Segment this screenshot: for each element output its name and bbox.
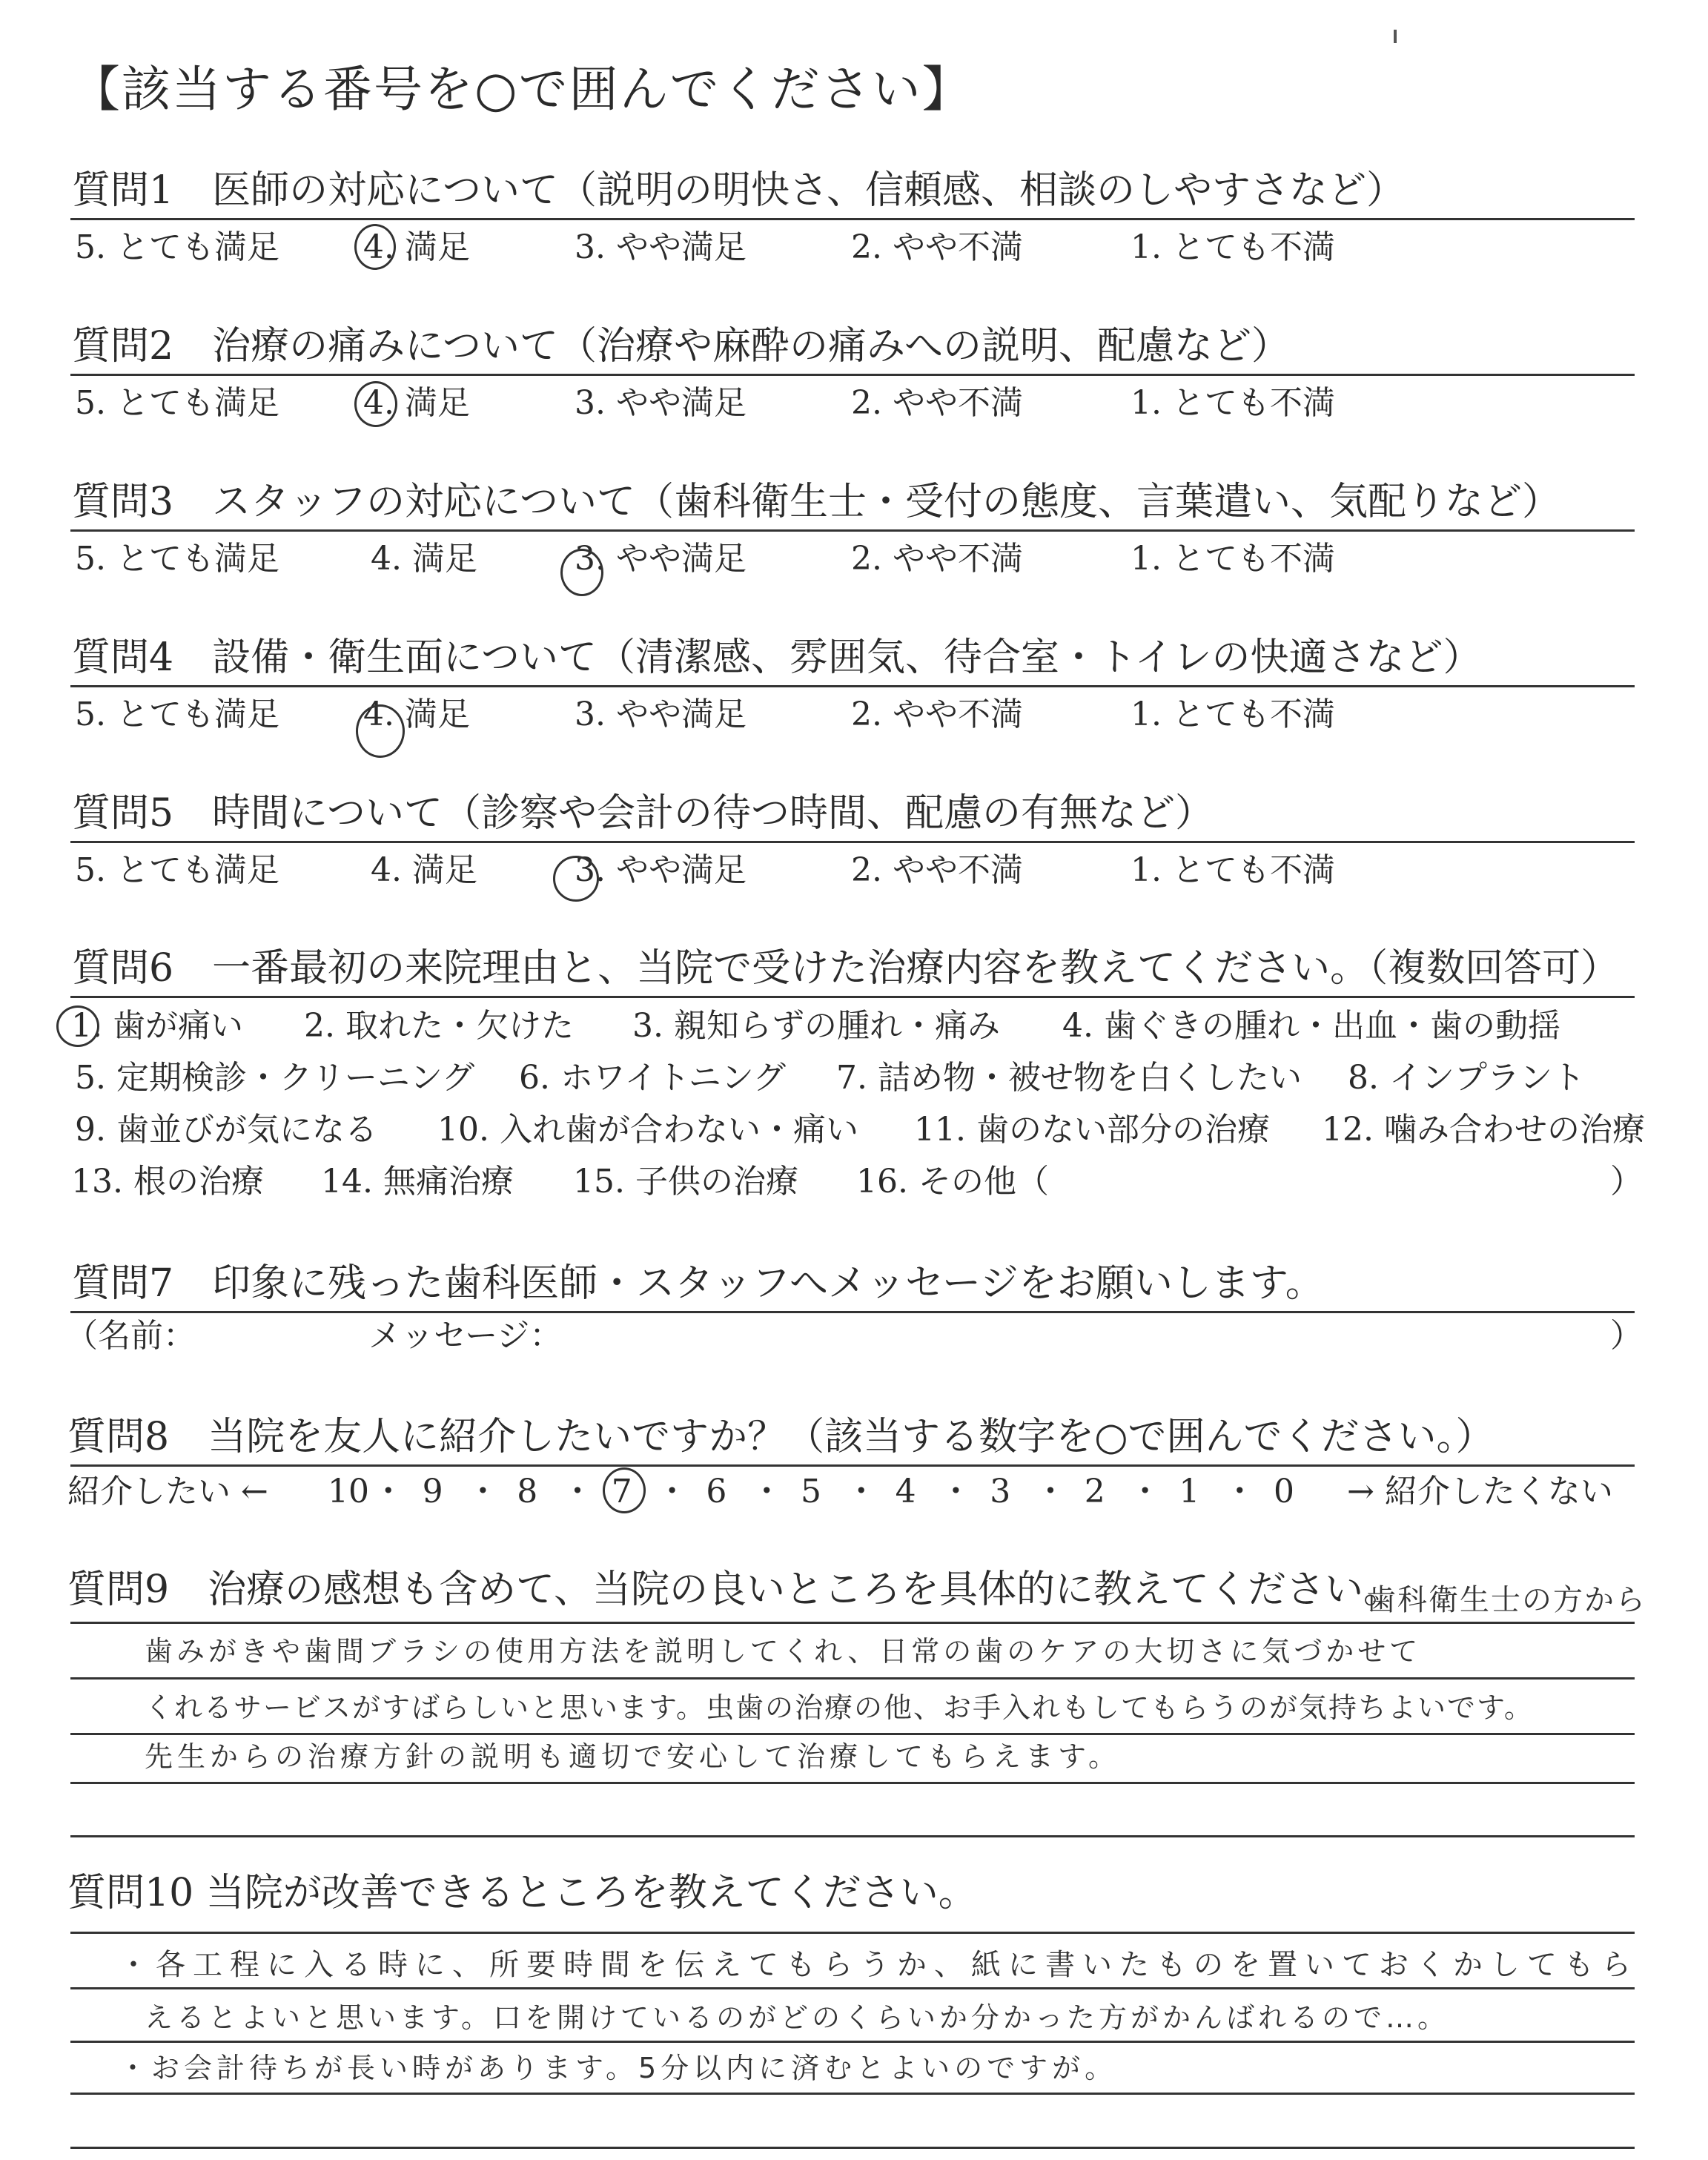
- q4-selected-circle: [356, 704, 405, 758]
- q9-rule-1: [70, 1622, 1635, 1624]
- q3-option-4[interactable]: 4. 満足: [371, 540, 477, 578]
- question-4-title: 質問4 設備・衛生面について（清潔感、雰囲気、待合室・トイレの快適さなど）: [72, 635, 1482, 680]
- q10-rule-3: [70, 2041, 1635, 2043]
- q8-left-label: 紹介したい ←: [67, 1473, 268, 1510]
- q3-selected-circle: [560, 549, 603, 596]
- q7-message-label: メッセージ：: [368, 1317, 563, 1355]
- q5-selected-circle: [553, 856, 599, 902]
- q6-option-16[interactable]: 16. その他（: [856, 1163, 1049, 1200]
- q1-option-5[interactable]: 5. とても満足: [75, 228, 279, 266]
- q8-scale-value-3[interactable]: 3: [990, 1473, 1011, 1510]
- q8-scale-value-9[interactable]: 9: [422, 1473, 443, 1510]
- q8-scale-separator: ・: [750, 1473, 784, 1510]
- q8-scale-value-8[interactable]: 8: [517, 1473, 538, 1510]
- q2-option-1[interactable]: 1. とても不満: [1131, 384, 1335, 422]
- q10-rule-1: [70, 1932, 1635, 1934]
- page-title: 【該当する番号を○で囲んでください】: [71, 61, 973, 118]
- q9-rule-3: [70, 1733, 1635, 1735]
- q6-option-15[interactable]: 15. 子供の治療: [573, 1163, 798, 1200]
- q6-option-5[interactable]: 5. 定期検診・クリーニング: [75, 1059, 475, 1097]
- q8-scale-value-2[interactable]: 2: [1084, 1473, 1105, 1510]
- question-7-title: 質問7 印象に残った歯科医師・スタッフへメッセージをお願いします。: [72, 1261, 1324, 1306]
- q8-scale-separator: ・: [655, 1473, 689, 1510]
- q10-answer-line-2: ・お会計待ちが長い時があります。5分以内に済むとよいのですが。: [119, 2052, 1118, 2084]
- q9-answer-line-3: 先生からの治療方針の説明も適切で安心して治療してもらえます。: [145, 1740, 1121, 1773]
- q6-option-7[interactable]: 7. 詰め物・被せ物を白くしたい: [836, 1059, 1302, 1097]
- q8-scale-value-10[interactable]: 10: [328, 1473, 369, 1510]
- q2-option-2[interactable]: 2. やや不満: [851, 384, 1023, 422]
- q6-option-1[interactable]: 1. 歯が痛い: [71, 1007, 243, 1045]
- q6-option-14[interactable]: 14. 無痛治療: [321, 1163, 514, 1200]
- q7-name-label: （名前：: [65, 1317, 196, 1355]
- q8-scale-value-6[interactable]: 6: [706, 1473, 727, 1510]
- question-2-rule: [70, 374, 1635, 376]
- q4-option-4[interactable]: 4. 満足: [363, 696, 470, 733]
- q9-rule-5: [70, 1835, 1635, 1837]
- q3-option-2[interactable]: 2. やや不満: [851, 540, 1023, 578]
- q5-option-5[interactable]: 5. とても満足: [75, 851, 279, 889]
- question-3-rule: [70, 529, 1635, 532]
- q2-selected-circle: [354, 381, 397, 427]
- q9-answer-line-2: くれるサービスがすばらしいと思います。虫歯の治療の他、お手入れもしてもらうのが気持ちよいです。: [145, 1691, 1534, 1724]
- q6-option-12[interactable]: 12. 噛み合わせの治療: [1322, 1111, 1645, 1149]
- q4-option-1[interactable]: 1. とても不満: [1131, 696, 1335, 733]
- q4-option-3[interactable]: 3. やや満足: [575, 696, 747, 733]
- q5-option-4[interactable]: 4. 満足: [371, 851, 477, 889]
- q5-option-3[interactable]: 3. やや満足: [575, 851, 747, 889]
- question-5-title: 質問5 時間について（診察や会計の待つ時間、配慮の有無など）: [72, 791, 1214, 836]
- question-9-title: 質問9 治療の感想も含めて、当院の良いところを具体的に教えてください。: [67, 1568, 1403, 1612]
- question-2-title: 質問2 治療の痛みについて（治療や麻酔の痛みへの説明、配慮など）: [72, 324, 1291, 369]
- q9-answer-line-1: 歯みがきや歯間ブラシの使用方法を説明してくれ、日常の歯のケアの大切さに気づかせて: [145, 1635, 1422, 1668]
- q4-option-5[interactable]: 5. とても満足: [75, 696, 279, 733]
- scan-mark: [1394, 30, 1397, 43]
- q9-rule-4: [70, 1782, 1635, 1784]
- q5-option-1[interactable]: 1. とても不満: [1131, 851, 1335, 889]
- q6-option-8[interactable]: 8. インプラント: [1348, 1059, 1585, 1097]
- q3-option-5[interactable]: 5. とても満足: [75, 540, 279, 578]
- q7-close-paren: ）: [1610, 1317, 1643, 1355]
- q10-rule-2: [70, 1987, 1635, 1989]
- q10-answer-line-0: ・各工程に入る時に、所要時間を伝えてもらうか、紙に書いたものを置いておくかしてもら: [119, 1948, 1638, 1982]
- question-8-rule: [70, 1464, 1635, 1467]
- q2-option-4[interactable]: 4. 満足: [363, 384, 470, 422]
- q6-option-11[interactable]: 11. 歯のない部分の治療: [914, 1111, 1270, 1149]
- q6-option-3[interactable]: 3. 親知らずの腫れ・痛み: [632, 1007, 1000, 1045]
- question-3-title: 質問3 スタッフの対応について（歯科衛生士・受付の態度、言葉遣い、気配りなど）: [72, 480, 1561, 524]
- q2-option-3[interactable]: 3. やや満足: [575, 384, 747, 422]
- q6-option-4[interactable]: 4. 歯ぐきの腫れ・出血・歯の動揺: [1062, 1007, 1560, 1045]
- q8-scale-separator: ・: [371, 1473, 405, 1510]
- q6-option-9[interactable]: 9. 歯並びが気になる: [75, 1111, 377, 1149]
- q8-selected-circle: [603, 1467, 646, 1513]
- question-8-title: 質問8 当院を友人に紹介したいですか？（該当する数字を○で囲んでください。）: [67, 1415, 1494, 1459]
- q1-option-3[interactable]: 3. やや満足: [575, 228, 747, 266]
- question-1-title: 質問1 医師の対応について（説明の明快さ、信頼感、相談のしやすさなど）: [72, 168, 1405, 213]
- q8-scale-value-7[interactable]: 7: [611, 1473, 632, 1510]
- q3-option-1[interactable]: 1. とても不満: [1131, 540, 1335, 578]
- q4-option-2[interactable]: 2. やや不満: [851, 696, 1023, 733]
- q1-option-2[interactable]: 2. やや不満: [851, 228, 1023, 266]
- q8-scale-separator: ・: [939, 1473, 973, 1510]
- q8-scale-separator: ・: [1034, 1473, 1067, 1510]
- q8-scale-separator: ・: [466, 1473, 500, 1510]
- question-5-rule: [70, 841, 1635, 843]
- q10-rule-4: [70, 2093, 1635, 2095]
- question-6-rule: [70, 996, 1635, 998]
- question-7-rule: [70, 1311, 1635, 1313]
- question-1-rule: [70, 218, 1635, 220]
- q6-option-6[interactable]: 6. ホワイトニング: [519, 1059, 787, 1097]
- q8-scale-separator: ・: [561, 1473, 594, 1510]
- q8-right-label: → 紹介したくない: [1347, 1473, 1613, 1510]
- q1-option-1[interactable]: 1. とても不満: [1131, 228, 1335, 266]
- question-4-rule: [70, 685, 1635, 687]
- q1-selected-circle: [354, 224, 396, 270]
- q3-option-3[interactable]: 3. やや満足: [575, 540, 747, 578]
- q8-scale-value-4[interactable]: 4: [895, 1473, 916, 1510]
- q9-rule-2: [70, 1677, 1635, 1680]
- q6-option-10[interactable]: 10. 入れ歯が合わない・痛い: [437, 1111, 858, 1149]
- q5-option-2[interactable]: 2. やや不満: [851, 851, 1023, 889]
- q6-other-close-paren: ）: [1610, 1163, 1643, 1200]
- q10-rule-5: [70, 2147, 1635, 2149]
- q8-scale-value-1[interactable]: 1: [1179, 1473, 1200, 1510]
- q6-selected-circle: [56, 1005, 99, 1047]
- q10-answer-line-1: えるとよいと思います。口を開けているのがどのくらいか分かった方がかんばれるので…。: [145, 2001, 1449, 2034]
- q6-option-2[interactable]: 2. 取れた・欠けた: [304, 1007, 574, 1045]
- q8-scale-separator: ・: [1223, 1473, 1257, 1510]
- q8-scale-separator: ・: [844, 1473, 878, 1510]
- q2-option-5[interactable]: 5. とても満足: [75, 384, 279, 422]
- q6-option-13[interactable]: 13. 根の治療: [71, 1163, 264, 1200]
- q8-scale-value-5[interactable]: 5: [801, 1473, 821, 1510]
- question-10-title: 質問10 当院が改善できるところを教えてください。: [67, 1871, 977, 1915]
- q8-scale-value-0[interactable]: 0: [1274, 1473, 1294, 1510]
- q8-scale-separator: ・: [1128, 1473, 1162, 1510]
- q9-answer-line-0: 歯科衛生士の方から: [1366, 1583, 1646, 1617]
- q1-option-4[interactable]: 4. 満足: [363, 228, 470, 266]
- question-6-title: 質問6 一番最初の来院理由と、当院で受けた治療内容を教えてください。（複数回答可）: [72, 946, 1620, 991]
